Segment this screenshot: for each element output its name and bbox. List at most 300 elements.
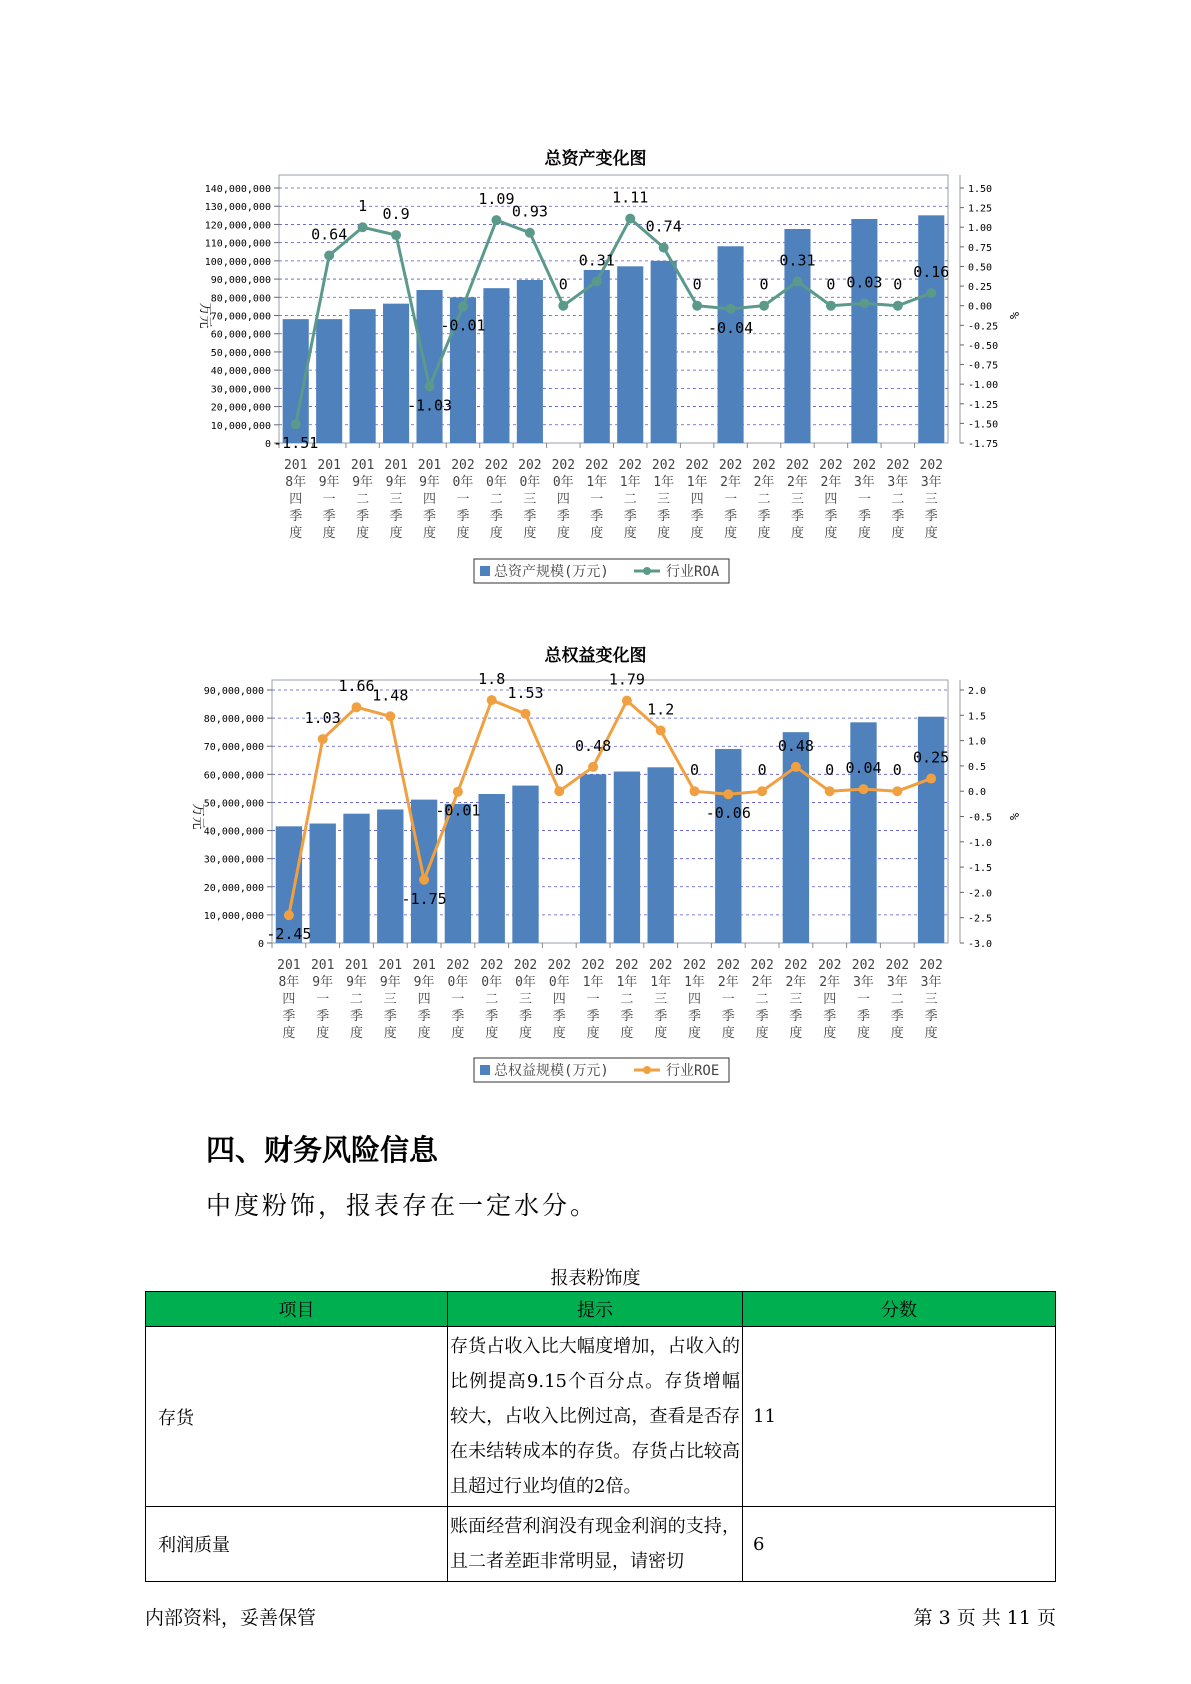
bar	[517, 280, 543, 443]
x-tick-label: 202	[819, 458, 843, 473]
series-point	[926, 774, 936, 784]
y2-tick-label: -1.5	[968, 863, 993, 875]
x-tick-label: 1年	[684, 975, 705, 990]
x-tick-label: 202	[784, 958, 808, 973]
x-tick-label: 一	[724, 492, 738, 507]
series-point	[525, 228, 535, 238]
x-tick-label: 3年	[887, 475, 909, 490]
x-tick-label: 202	[885, 958, 910, 973]
x-tick-label: 季	[856, 1009, 871, 1024]
x-tick-label: 季	[724, 509, 738, 524]
x-tick-label: 2年	[717, 975, 739, 990]
x-tick-label: 2年	[751, 975, 773, 990]
x-tick-label: 2年	[820, 475, 842, 490]
x-tick-label: 季	[485, 1009, 499, 1024]
x-tick-label: 四	[423, 492, 437, 507]
bar	[343, 814, 369, 943]
x-tick-label: 202	[518, 458, 542, 473]
data-label: -0.06	[705, 804, 751, 823]
bar	[851, 219, 877, 443]
y2-tick-label: -1.0	[968, 837, 993, 849]
header-hint: 提示	[448, 1292, 743, 1327]
x-tick-label: 度	[823, 1026, 837, 1041]
x-tick-label: 201	[350, 458, 375, 473]
x-tick-label: 3年	[853, 975, 874, 990]
x-tick-label: 202	[651, 458, 676, 473]
bar	[479, 794, 505, 943]
x-tick-label: 2年	[720, 475, 741, 490]
legend-line-marker	[643, 567, 651, 575]
x-tick-label: 8年	[285, 475, 307, 490]
row-hint: 账面经营利润没有现金利润的支持，且二者差距非常明显，请密切	[448, 1507, 743, 1582]
series-point	[791, 762, 801, 772]
series-point	[419, 875, 429, 885]
x-tick-label: 202	[547, 958, 572, 973]
x-tick-label: 度	[590, 526, 604, 541]
x-tick-label: 季	[489, 509, 503, 524]
x-tick-label: 季	[417, 1009, 431, 1024]
x-tick-label: 季	[356, 509, 370, 524]
bar	[584, 270, 610, 443]
table-header-row	[146, 1292, 1056, 1327]
y2-tick-label: -1.50	[968, 419, 999, 431]
row-item: 利润质量	[146, 1507, 448, 1582]
x-tick-label: 1年	[582, 975, 604, 990]
table-row	[146, 1327, 1056, 1507]
x-tick-label: 9年	[318, 475, 340, 490]
data-label: 0.93	[511, 202, 548, 221]
x-tick-label: 四	[823, 992, 837, 1007]
x-tick-label: 季	[924, 509, 938, 524]
x-tick-label: 度	[857, 526, 871, 541]
y-tick-label: 90,000,000	[203, 686, 264, 697]
y2-tick-label: -1.75	[968, 439, 999, 450]
x-tick-label: 一	[856, 992, 871, 1007]
x-tick-label: 202	[484, 458, 509, 473]
y2-tick-label: -2.0	[968, 888, 993, 900]
x-tick-label: 度	[356, 526, 370, 541]
x-tick-label: 1年	[650, 975, 672, 990]
x-tick-label: 季	[316, 1009, 330, 1024]
x-tick-label: 3年	[920, 475, 942, 490]
data-label: 0.25	[913, 748, 950, 767]
data-label: -0.01	[435, 801, 481, 820]
x-tick-label: 201	[412, 958, 436, 973]
y-tick-label: 10,000,000	[210, 420, 271, 432]
x-tick-label: 度	[456, 526, 470, 541]
y-tick-label: 70,000,000	[203, 742, 264, 754]
x-tick-label: 季	[389, 509, 403, 524]
data-label: -0.04	[707, 318, 754, 337]
x-tick-label: 二	[890, 992, 904, 1007]
x-tick-label: 9年	[352, 475, 374, 490]
x-tick-label: 202	[752, 458, 776, 473]
x-tick-label: 度	[485, 1026, 499, 1041]
x-tick-label: 1年	[619, 475, 641, 490]
series-point	[391, 230, 401, 240]
x-tick-label: 度	[349, 1026, 364, 1041]
series-point	[284, 910, 294, 920]
y2-tick-label: 0.00	[968, 301, 993, 313]
x-tick-label: 0年	[452, 475, 474, 490]
series-point	[592, 276, 602, 286]
x-tick-label: 季	[924, 1009, 938, 1024]
x-tick-label: 202	[919, 958, 943, 973]
series-point	[893, 301, 903, 311]
series-point	[859, 784, 869, 794]
x-tick-label: 度	[654, 1026, 668, 1041]
series-point	[318, 734, 328, 744]
y2-tick-label: 1.25	[968, 203, 993, 215]
series-point	[625, 214, 635, 224]
x-tick-label: 度	[687, 1026, 702, 1041]
y2-tick-label: -0.50	[968, 340, 999, 352]
x-tick-label: 季	[789, 1009, 803, 1024]
table-caption: 报表粉饰度	[550, 1268, 641, 1289]
data-label: 1.09	[478, 190, 515, 209]
x-tick-label: 201	[384, 458, 408, 473]
bar	[651, 261, 677, 443]
header-score: 分数	[743, 1292, 1056, 1327]
y-tick-label: 120,000,000	[204, 220, 271, 232]
bar	[512, 786, 538, 943]
legend-bar-swatch	[480, 566, 490, 576]
series-point	[385, 711, 395, 721]
y-tick-label: 20,000,000	[210, 402, 271, 414]
x-tick-label: 三	[654, 992, 668, 1007]
data-label: -0.01	[440, 316, 486, 335]
x-tick-label: 一	[586, 992, 600, 1007]
bar	[445, 804, 471, 943]
x-tick-label: 季	[891, 509, 905, 524]
series-point	[792, 276, 802, 286]
x-tick-label: 三	[523, 492, 537, 507]
x-tick-label: 度	[289, 526, 303, 541]
x-tick-label: 二	[485, 992, 499, 1007]
y2-tick-label: -3.0	[968, 939, 993, 950]
x-tick-label: 三	[657, 492, 671, 507]
data-label: 1.03	[304, 709, 341, 728]
x-tick-label: 202	[785, 458, 810, 473]
bar	[718, 246, 744, 443]
x-tick-label: 202	[685, 458, 709, 473]
y-tick-label: 50,000,000	[210, 347, 271, 359]
x-tick-label: 9年	[346, 975, 367, 990]
bar	[580, 774, 606, 943]
x-tick-label: 季	[654, 1009, 668, 1024]
series-point	[487, 695, 497, 705]
bar	[411, 800, 437, 943]
y-tick-label: 60,000,000	[203, 770, 264, 782]
data-label: 0	[893, 275, 903, 294]
x-tick-label: 度	[657, 526, 671, 541]
x-tick-label: 度	[556, 526, 570, 541]
footer-page-number: 第 3 页 共 11 页	[913, 1607, 1056, 1629]
total-equity-chart	[0, 668, 1191, 1088]
series-point	[521, 709, 531, 719]
x-tick-label: 季	[824, 509, 838, 524]
data-label: 1.11	[612, 188, 649, 207]
series-point	[859, 298, 869, 308]
x-tick-label: 二	[755, 992, 769, 1007]
x-tick-label: 202	[585, 458, 609, 473]
y2-tick-label: -0.75	[968, 360, 999, 372]
x-tick-label: 二	[356, 492, 370, 507]
x-tick-label: 一	[322, 492, 336, 507]
bar	[918, 215, 944, 443]
x-tick-label: 9年	[413, 975, 435, 990]
x-tick-label: 202	[551, 458, 576, 473]
x-tick-label: 度	[282, 1026, 296, 1041]
data-label: 0	[692, 275, 702, 294]
x-tick-label: 季	[556, 509, 570, 524]
x-tick-label: 0年	[552, 475, 574, 490]
x-tick-label: 季	[322, 509, 336, 524]
data-label: 1.79	[608, 670, 645, 689]
x-tick-label: 201	[378, 958, 403, 973]
x-tick-label: 度	[789, 1026, 803, 1041]
x-tick-label: 202	[851, 958, 876, 973]
total-assets-chart	[0, 170, 1191, 590]
x-tick-label: 度	[724, 526, 738, 541]
row-score: 11	[743, 1327, 1056, 1507]
x-tick-label: 度	[891, 526, 905, 541]
x-tick-label: 202	[750, 958, 774, 973]
x-tick-label: 201	[277, 958, 301, 973]
y-tick-label: 30,000,000	[203, 854, 264, 866]
x-tick-label: 二	[349, 992, 364, 1007]
series-point	[759, 301, 769, 311]
x-tick-label: 度	[423, 526, 437, 541]
x-tick-label: 0年	[519, 475, 541, 490]
plot-frame	[279, 175, 948, 443]
series-point	[825, 786, 835, 796]
x-tick-label: 季	[456, 509, 470, 524]
x-tick-label: 三	[789, 992, 803, 1007]
x-tick-label: 3年	[920, 975, 942, 990]
row-item: 存货	[146, 1327, 448, 1507]
series-point	[723, 789, 733, 799]
x-tick-label: 一	[721, 992, 735, 1007]
table-row	[146, 1507, 1056, 1582]
y2-tick-label: 0.50	[968, 262, 993, 274]
x-tick-label: 201	[283, 458, 308, 473]
x-tick-label: 一	[456, 492, 470, 507]
x-tick-label: 季	[451, 1009, 465, 1024]
risk-table	[145, 1291, 1056, 1582]
series-point	[425, 382, 435, 392]
x-tick-label: 度	[924, 1026, 938, 1041]
y2-tick-label: 0.0	[968, 787, 987, 799]
x-tick-label: 三	[790, 492, 804, 507]
data-label: 0	[759, 275, 769, 294]
x-tick-label: 一	[857, 492, 871, 507]
bar	[316, 319, 342, 443]
x-tick-label: 度	[620, 1026, 634, 1041]
y2-tick-label: -1.25	[968, 399, 999, 411]
y-tick-label: 110,000,000	[204, 238, 271, 250]
legend-bar-swatch	[480, 1065, 490, 1075]
y-tick-label: 100,000,000	[204, 256, 271, 268]
series-point	[491, 215, 501, 225]
x-tick-label: 度	[755, 1026, 769, 1041]
data-label: 0	[892, 761, 902, 780]
series-point	[558, 301, 568, 311]
y2-tick-label: -2.5	[968, 913, 993, 925]
x-tick-label: 度	[690, 526, 704, 541]
x-tick-label: 四	[556, 492, 570, 507]
y-tick-label: 80,000,000	[210, 293, 271, 305]
x-tick-label: 202	[886, 458, 910, 473]
y-tick-label: 60,000,000	[210, 329, 271, 341]
data-label: 0.48	[575, 736, 612, 755]
bar	[377, 809, 403, 943]
y-tick-label: 40,000,000	[203, 826, 264, 838]
y2-tick-label: 1.5	[968, 711, 987, 723]
x-tick-label: 202	[513, 958, 538, 973]
x-tick-label: 度	[924, 526, 938, 541]
y2-tick-label: 0.75	[968, 242, 993, 254]
x-tick-label: 度	[316, 1026, 330, 1041]
bar	[850, 722, 876, 943]
series-point	[726, 304, 736, 314]
bar	[310, 824, 336, 943]
y-tick-label: 40,000,000	[210, 366, 271, 378]
y-tick-label: 80,000,000	[203, 714, 264, 726]
y2-tick-label: -0.5	[968, 812, 993, 824]
bar	[617, 266, 643, 443]
data-label: 0.48	[777, 736, 814, 755]
x-tick-label: 9年	[385, 475, 407, 490]
x-tick-label: 三	[389, 492, 403, 507]
x-tick-label: 201	[310, 958, 335, 973]
series-point	[554, 786, 564, 796]
y2-tick-label: 0.25	[968, 282, 993, 294]
series-point	[690, 786, 700, 796]
x-tick-label: 度	[417, 1026, 431, 1041]
x-tick-label: 四	[289, 492, 303, 507]
bar	[383, 304, 409, 443]
data-label: 1.48	[372, 686, 409, 705]
x-tick-label: 度	[790, 526, 804, 541]
section-heading: 四、财务风险信息	[206, 1133, 439, 1167]
series-point	[588, 762, 598, 772]
y-tick-label: 30,000,000	[210, 384, 271, 396]
data-label: 1.53	[507, 683, 544, 702]
x-tick-label: 202	[919, 458, 944, 473]
data-label: 0.64	[311, 225, 348, 244]
x-tick-label: 季	[657, 509, 671, 524]
data-label: 1.2	[647, 700, 675, 719]
legend-line-label: 行业ROA	[666, 564, 720, 580]
x-tick-label: 202	[682, 958, 707, 973]
y2-tick-label: 0.5	[968, 761, 987, 773]
x-tick-label: 202	[718, 458, 743, 473]
y-tick-label: 0	[257, 939, 264, 950]
x-tick-label: 三	[924, 492, 938, 507]
plot-frame	[272, 680, 948, 943]
data-label: 0.74	[645, 217, 682, 236]
data-label: 1	[358, 197, 368, 216]
x-tick-label: 一	[590, 492, 604, 507]
data-label: -1.03	[406, 396, 453, 415]
x-tick-label: 四	[552, 992, 566, 1007]
x-tick-label: 202	[648, 958, 673, 973]
x-tick-label: 季	[721, 1009, 735, 1024]
series-point	[926, 288, 936, 298]
series-point	[826, 301, 836, 311]
x-tick-label: 201	[317, 458, 341, 473]
data-label: -2.45	[266, 925, 312, 944]
x-tick-label: 季	[590, 509, 604, 524]
data-label: -1.75	[401, 889, 447, 908]
y-axis-label: 万元	[190, 803, 205, 830]
x-tick-label: 度	[489, 526, 503, 541]
data-label: -1.51	[273, 434, 319, 453]
y2-tick-label: 2.0	[968, 686, 987, 697]
legend-line-label: 行业ROE	[666, 1063, 720, 1079]
series-point	[352, 702, 362, 712]
y-tick-label: 130,000,000	[204, 202, 271, 214]
x-tick-label: 0年	[486, 475, 507, 490]
x-tick-label: 9年	[419, 475, 440, 490]
x-tick-label: 3年	[886, 975, 908, 990]
x-tick-label: 0年	[481, 975, 503, 990]
bar	[648, 767, 674, 943]
bar	[483, 288, 509, 443]
data-label: 0.31	[779, 251, 816, 270]
x-tick-label: 202	[852, 458, 877, 473]
x-tick-label: 2年	[753, 475, 775, 490]
x-tick-label: 三	[383, 992, 397, 1007]
y-tick-label: 20,000,000	[203, 882, 264, 894]
x-tick-label: 度	[757, 526, 771, 541]
x-tick-label: 度	[856, 1026, 871, 1041]
x-tick-label: 202	[716, 958, 741, 973]
x-tick-label: 2年	[819, 975, 841, 990]
x-tick-label: 四	[824, 492, 838, 507]
x-tick-label: 二	[757, 492, 771, 507]
data-label: 0	[554, 761, 564, 780]
x-tick-label: 四	[282, 992, 296, 1007]
y2-tick-label: 1.00	[968, 223, 993, 235]
series-point	[757, 786, 767, 796]
x-tick-label: 2年	[787, 475, 808, 490]
x-tick-label: 201	[344, 958, 369, 973]
x-tick-label: 9年	[379, 975, 401, 990]
data-label: 0	[825, 761, 835, 780]
x-tick-label: 四	[690, 492, 704, 507]
x-tick-label: 季	[690, 509, 704, 524]
bar	[614, 772, 640, 943]
y2-tick-label: 1.50	[968, 184, 993, 195]
series-point	[656, 725, 666, 735]
data-label: 0.9	[382, 205, 410, 224]
data-label: 0.03	[846, 273, 883, 292]
x-tick-label: 季	[823, 1009, 837, 1024]
x-tick-label: 1年	[653, 475, 675, 490]
data-label: 1.66	[338, 677, 375, 696]
legend-bar-label: 总资产规模(万元)	[494, 564, 609, 580]
x-tick-label: 0年	[515, 975, 536, 990]
x-tick-label: 度	[518, 1026, 533, 1041]
y-tick-label: 70,000,000	[210, 311, 271, 323]
y2-axis-label: %	[1007, 311, 1021, 320]
x-tick-label: 202	[479, 958, 504, 973]
x-tick-label: 1年	[616, 975, 638, 990]
x-tick-label: 1年	[586, 475, 608, 490]
x-tick-label: 季	[755, 1009, 769, 1024]
